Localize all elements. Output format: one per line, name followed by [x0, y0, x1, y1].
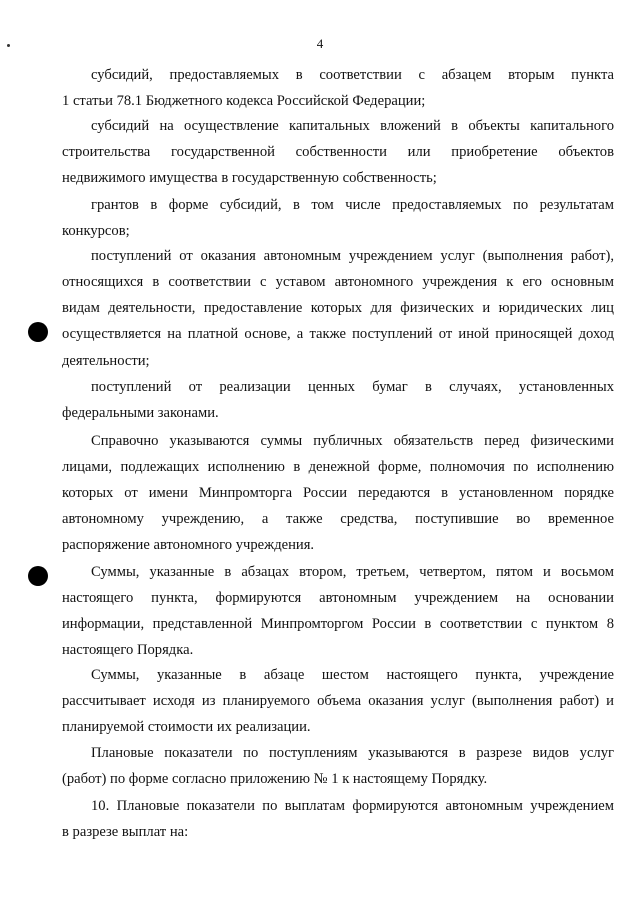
text-line: 1 статьи 78.1 Бюджетного кодекса Российской Федерации;: [62, 93, 426, 109]
text-line: лицами, подлежащих исполнению в денежной форме, полномочия по исполнению: [62, 459, 614, 475]
text-line: субсидий, предоставляемых в соответствии с абзацем вторым пункта: [91, 67, 614, 83]
text-line: Справочно указываются суммы публичных обязательств перед физическими: [91, 433, 614, 449]
text-line: деятельности;: [62, 353, 150, 369]
text-line: поступлений от реализации ценных бумаг в случаях, установленных: [91, 379, 614, 395]
text-line: Суммы, указанные в абзацах втором, третьем, четвертом, пятом и восьмом: [91, 564, 614, 580]
text-line: осуществляется на платной основе, а также поступлений от иной приносящей доход: [62, 326, 614, 342]
text-line: настоящего пункта, формируются автономным учреждением на основании: [62, 590, 614, 606]
text-line: информации, представленной Минпромторгом России в соответствии с пунктом 8: [62, 616, 614, 632]
text-line: строительства государственной собственности или приобретение объектов: [62, 144, 614, 160]
punch-hole-mark: [28, 322, 48, 342]
page-number: 4: [316, 36, 324, 51]
text-line: Плановые показатели по поступлениям указываются в разрезе видов услуг: [91, 745, 614, 761]
text-line: видам деятельности, предоставление которых для физических и юридических лиц: [62, 300, 614, 316]
text-line: распоряжение автономного учреждения.: [62, 537, 315, 553]
text-line: (работ) по форме согласно приложению № 1 к настоящему Порядку.: [62, 771, 488, 787]
text-line: недвижимого имущества в государственную собственность;: [62, 170, 437, 186]
punch-hole-mark: [28, 566, 48, 586]
text-line: 10. Плановые показатели по выплатам формируются автономным учреждением: [91, 798, 614, 814]
text-line: планируемой стоимости их реализации.: [62, 719, 311, 735]
text-line: настоящего Порядка.: [62, 642, 194, 658]
text-line: грантов в форме субсидий, в том числе предоставляемых по результатам: [91, 197, 614, 213]
text-line: поступлений от оказания автономным учреждением услуг (выполнения работ),: [91, 248, 614, 264]
text-line: автономному учреждению, а также средства, поступившие во временное: [62, 511, 614, 527]
text-line: относящихся в соответствии с уставом автономного учреждения к его основным: [62, 274, 614, 290]
text-line: в разрезе выплат на:: [62, 824, 189, 840]
text-line: Суммы, указанные в абзаце шестом настоящего пункта, учреждение: [91, 667, 614, 683]
text-line: субсидий на осуществление капитальных вложений в объекты капитального: [91, 118, 614, 134]
text-line: конкурсов;: [62, 223, 130, 239]
text-line: федеральными законами.: [62, 405, 219, 421]
text-line: рассчитывает исходя из планируемого объема оказания услуг (выполнения работ) и: [62, 693, 614, 709]
text-line: которых от имени Минпромторга России передаются в установленном порядке: [62, 485, 614, 501]
